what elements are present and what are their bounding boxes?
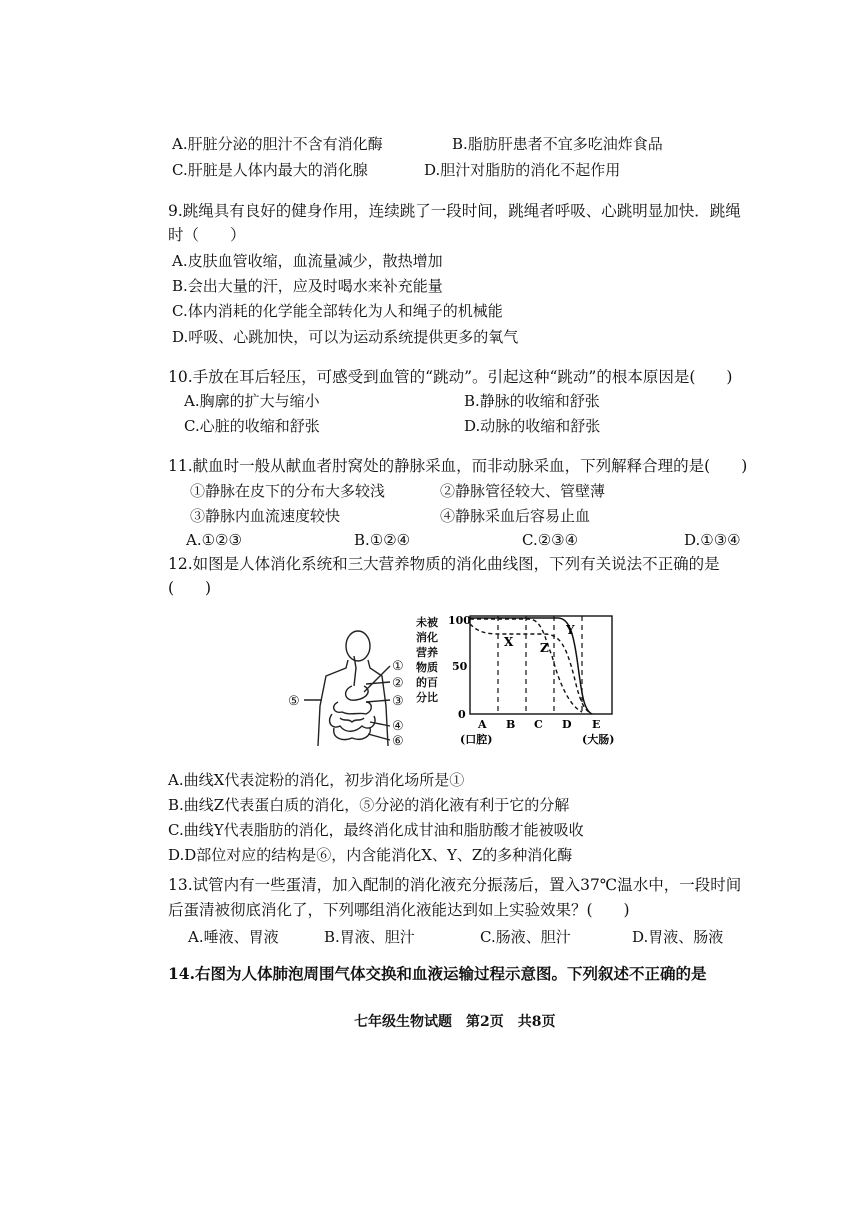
q12-stem-line2: ( ) bbox=[168, 579, 212, 597]
q9-option-c: C.体内消耗的化学能全部转化为人和绳子的机械能 bbox=[172, 302, 503, 320]
q8-option-d: D.胆汁对脂肪的消化不起作用 bbox=[424, 161, 621, 179]
q13-option-c: C.肠液、胆汁 bbox=[480, 928, 571, 946]
q9-option-a: A.皮肤血管收缩，血流量减少，散热增加 bbox=[172, 252, 443, 270]
q11-stem: 11.献血时一般从献血者肘窝处的静脉采血，而非动脉采血，下列解释合理的是( ) bbox=[168, 457, 748, 475]
curve-x-label: X bbox=[504, 635, 514, 649]
q10-option-b: B.静脉的收缩和舒张 bbox=[464, 392, 600, 410]
y-tick-50: 50 bbox=[452, 660, 468, 673]
label-5: ⑤ bbox=[288, 694, 300, 709]
page-footer: 七年级生物试题 第2页 共8页 bbox=[354, 1014, 556, 1030]
chart-y-label bbox=[416, 615, 439, 704]
x-sub-mouth: (口腔) bbox=[460, 733, 493, 746]
q8-option-a: A.肝脏分泌的胆汁不含有消化酶 bbox=[172, 135, 383, 153]
q10-option-d: D.动脉的收缩和舒张 bbox=[464, 417, 601, 435]
x-ticks bbox=[477, 718, 600, 731]
svg-text:C: C bbox=[534, 718, 543, 731]
q11-statement-2: ②静脉管径较大、管壁薄 bbox=[440, 482, 606, 500]
svg-text:消化: 消化 bbox=[416, 631, 438, 644]
svg-text:A: A bbox=[478, 718, 487, 731]
q11-option-c: C.②③④ bbox=[522, 531, 579, 549]
q10-option-a: A.胸廓的扩大与缩小 bbox=[184, 392, 320, 410]
q8-option-c: C.肝脏是人体内最大的消化腺 bbox=[172, 161, 368, 179]
q13-stem-line1: 13.试管内有一些蛋清，加入配制的消化液充分振荡后，置入37℃温水中，一段时间 bbox=[168, 876, 742, 894]
label-3: ③ bbox=[392, 694, 404, 709]
q11-option-d: D.①③④ bbox=[684, 531, 741, 549]
q10-stem: 10.手放在耳后轻压，可感受到血管的“跳动”。引起这种“跳动”的根本原因是( ) bbox=[168, 368, 733, 386]
q11-option-b: B.①②④ bbox=[354, 531, 411, 549]
q11-option-a: A.①②③ bbox=[186, 531, 242, 549]
svg-text:B: B bbox=[506, 718, 516, 731]
q9-stem-line1: 9.跳绳具有良好的健身作用，连续跳了一段时间，跳绳者呼吸、心跳明显加快．跳绳 bbox=[168, 202, 741, 220]
plot-frame bbox=[470, 616, 612, 714]
q9-option-d: D.呼吸、心跳加快，可以为运动系统提供更多的氧气 bbox=[172, 328, 519, 346]
label-1: ① bbox=[392, 659, 404, 674]
svg-text:E: E bbox=[592, 718, 601, 731]
label-4: ④ bbox=[392, 719, 404, 734]
digestive-system-diagram bbox=[304, 631, 390, 746]
q12-option-d: D.D部位对应的结构是⑥，内含能消化X、Y、Z的多种消化酶 bbox=[168, 846, 573, 864]
q12-option-b: B.曲线Z代表蛋白质的消化，⑤分泌的消化液有利于它的分解 bbox=[168, 796, 570, 814]
curve-y-label: Y bbox=[566, 623, 575, 637]
y-tick-0: 0 bbox=[458, 708, 466, 721]
q10-option-c: C.心脏的收缩和舒张 bbox=[184, 417, 320, 435]
q13-option-d: D.胃液、肠液 bbox=[632, 928, 724, 946]
svg-text:未被: 未被 bbox=[416, 616, 438, 629]
svg-text:物质: 物质 bbox=[416, 661, 438, 674]
q9-stem-line2: 时（ ） bbox=[168, 226, 246, 244]
q11-statement-4: ④静脉采血后容易止血 bbox=[440, 507, 591, 525]
curve-z-label: Z bbox=[540, 641, 549, 655]
label-2: ② bbox=[392, 676, 404, 691]
y-tick-100: 100 bbox=[448, 614, 471, 627]
svg-text:分比: 分比 bbox=[416, 691, 438, 704]
digestion-curve-chart bbox=[416, 614, 614, 746]
svg-text:营养: 营养 bbox=[416, 646, 438, 659]
q11-statement-3: ③静脉内血流速度较快 bbox=[190, 507, 341, 525]
digestion-figure bbox=[282, 606, 622, 756]
q14-stem: 14.右图为人体肺泡周围气体交换和血液运输过程示意图。下列叙述不正确的是 bbox=[168, 964, 707, 983]
q8-option-b: B.脂肪肝患者不宜多吃油炸食品 bbox=[452, 135, 663, 153]
q13-stem-line2: 后蛋清被彻底消化了，下列哪组消化液能达到如上实验效果？( ) bbox=[168, 901, 630, 919]
label-6: ⑥ bbox=[392, 734, 404, 749]
svg-text:D: D bbox=[562, 718, 572, 731]
svg-text:的百: 的百 bbox=[416, 676, 438, 689]
q12-stem-line1: 12.如图是人体消化系统和三大营养物质的消化曲线图，下列有关说法不正确的是 bbox=[168, 555, 720, 573]
q12-option-a: A.曲线X代表淀粉的消化，初步消化场所是① bbox=[168, 771, 465, 789]
q13-option-a: A.唾液、胃液 bbox=[188, 928, 279, 946]
q11-statement-1: ①静脉在皮下的分布大多较浅 bbox=[190, 482, 386, 500]
q9-option-b: B.会出大量的汗，应及时喝水来补充能量 bbox=[172, 277, 443, 295]
q13-option-b: B.胃液、胆汁 bbox=[324, 928, 415, 946]
x-sub-large-intestine: (大肠) bbox=[582, 733, 615, 746]
q12-option-c: C.曲线Y代表脂肪的消化，最终消化成甘油和脂肪酸才能被吸收 bbox=[168, 821, 584, 839]
